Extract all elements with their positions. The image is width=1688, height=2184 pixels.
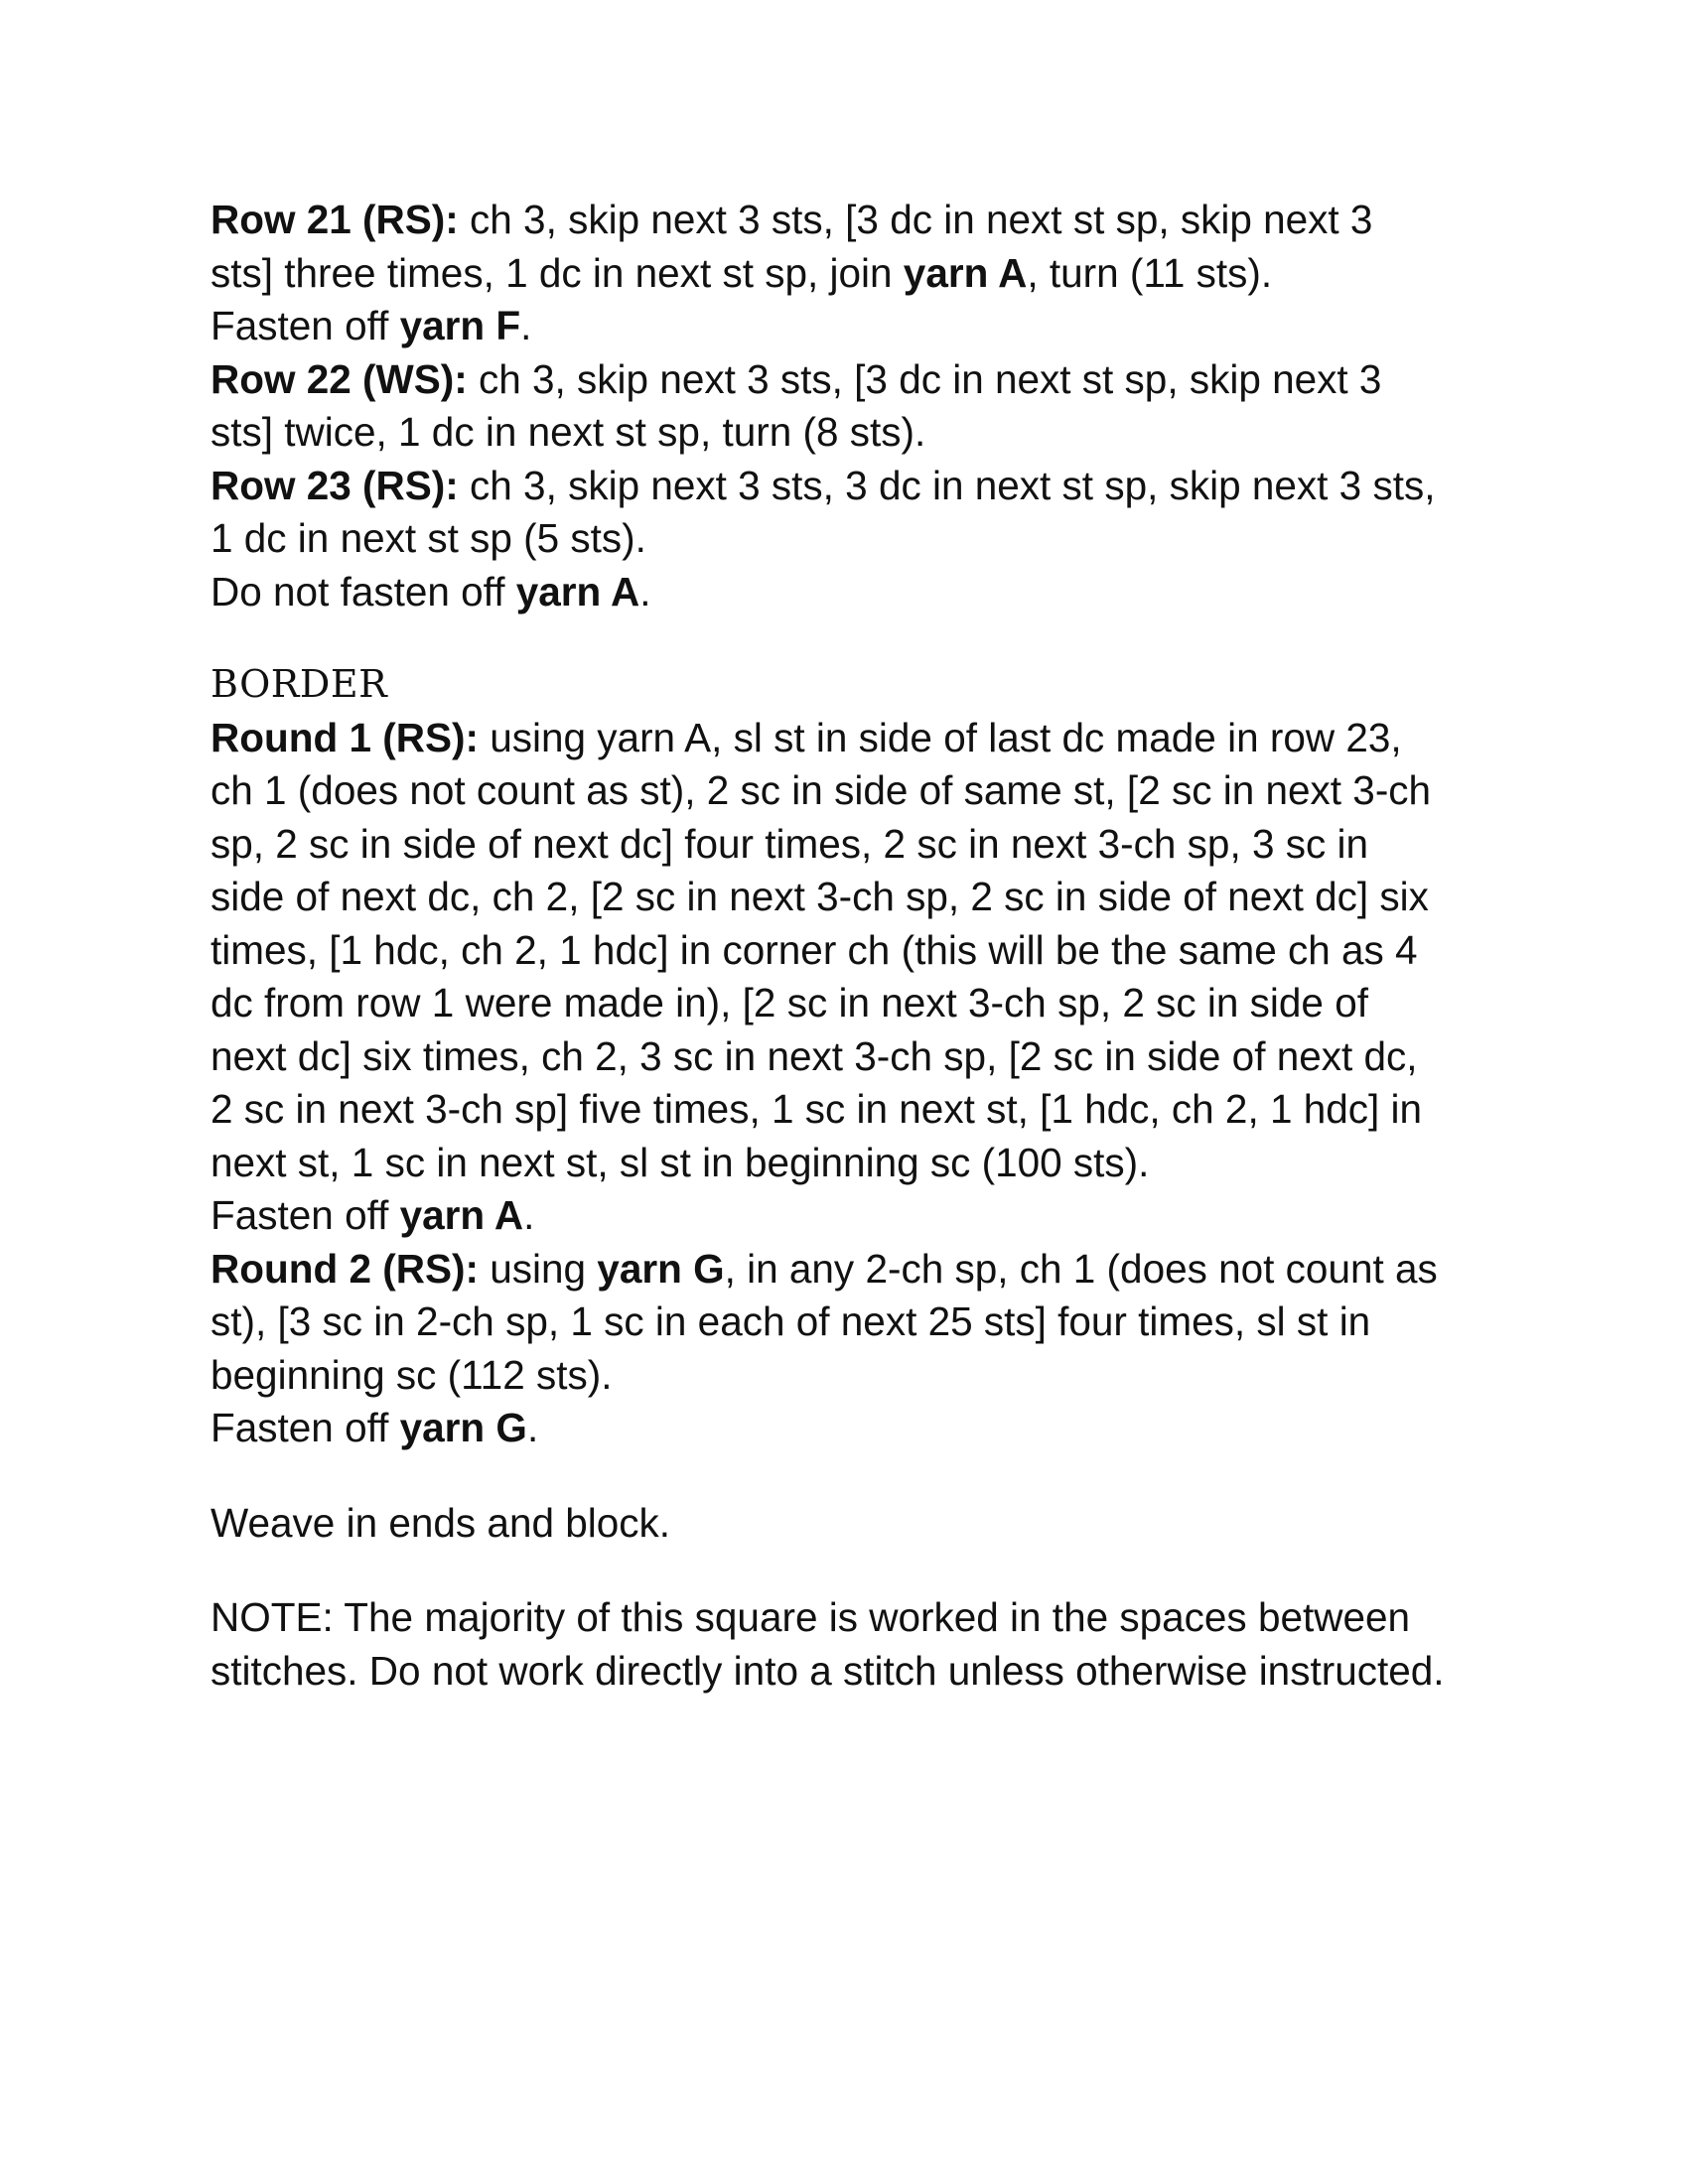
round-2-yarn: yarn G (597, 1245, 725, 1292)
row-22-line-1 (211, 353, 1501, 407)
round-1-line: side of next dc, ch 2, [2 sc in next 3-ch sp, 2 sc in side of next dc] six (211, 874, 1429, 919)
no-fasten-a-prefix: Do not fasten off (211, 568, 516, 614)
fasten-a-prefix: Fasten off (211, 1192, 400, 1238)
weave-in-ends (211, 1497, 1501, 1551)
round-1-label: Round 1 (RS): (211, 714, 479, 760)
round-2-line-1 (211, 1243, 1501, 1297)
round-1-line: 2 sc in next 3-ch sp] five times, 1 sc in next st, [1 hdc, ch 2, 1 hdc] in (211, 1086, 1423, 1132)
round-2-line-3: beginning sc (112 sts). (211, 1351, 613, 1398)
round-2-text-1b: , in any 2-ch sp, ch 1 (does not count as (724, 1245, 1438, 1292)
row-23-label: Row 23 (RS): (211, 462, 459, 508)
fasten-f-yarn: yarn F (399, 303, 521, 348)
round-1-line: next st, 1 sc in next st, sl st in beginning sc (100 sts). (211, 1139, 1150, 1185)
row-21-text-2a: sts] three times, 1 dc in next st sp, join (211, 249, 904, 296)
row-23-line-2: 1 dc in next st sp (5 sts). (211, 515, 646, 561)
row-21-line-2 (211, 247, 1501, 301)
round-1-line: dc from row 1 were made in), [2 sc in next 3-ch sp, 2 sc in side of (211, 980, 1368, 1025)
row-22-text: ch 3, skip next 3 sts, [3 dc in next st sp, skip next 3 (467, 355, 1382, 402)
row-23-text: ch 3, skip next 3 sts, 3 dc in next st sp, skip next 3 sts, (458, 462, 1436, 508)
round-2-instruction (211, 1243, 1501, 1403)
round-2-text-1a: using (478, 1245, 598, 1292)
row-21-text-2b: , turn (11 sts). (1027, 249, 1273, 296)
fasten-f-suffix: . (520, 303, 532, 348)
row-22-label: Row 22 (WS): (211, 355, 468, 402)
pattern-page (211, 194, 1501, 1698)
row-21-yarn: yarn A (903, 249, 1028, 296)
row-22-line-2: sts] twice, 1 dc in next st sp, turn (8 sts). (211, 409, 926, 455)
row-21-label: Row 21 (RS): (211, 197, 459, 242)
fasten-a-suffix: . (523, 1192, 535, 1238)
round-1-line: times, [1 hdc, ch 2, 1 hdc] in corner ch (this will be the same ch as 4 (211, 926, 1418, 973)
round-1-line-1 (211, 712, 1501, 765)
fasten-g-suffix: . (526, 1405, 539, 1450)
fasten-f-line (211, 300, 1501, 353)
round-1-line: sp, 2 sc in side of next dc] four times, 2 sc in next 3-ch sp, 3 sc in (211, 820, 1369, 867)
row-22-instruction (211, 353, 1501, 460)
note-line-2: stitches. Do not work directly into a stitch unless otherwise instructed. (211, 1647, 1445, 1694)
fasten-a-yarn: yarn A (399, 1192, 524, 1238)
fasten-off-yarn-f (211, 300, 1501, 353)
fasten-off-yarn-g (211, 1402, 1501, 1455)
no-fasten-a-yarn: yarn A (515, 568, 640, 614)
no-fasten-a-line (211, 566, 1501, 619)
weave-line: Weave in ends and block. (211, 1499, 671, 1546)
note-line-1: NOTE: The majority of this square is worked in the spaces between (211, 1594, 1411, 1640)
round-1-line: ch 1 (does not count as st), 2 sc in side of same st, [2 sc in next 3-ch (211, 767, 1432, 813)
row-21-line-1 (211, 194, 1501, 247)
fasten-a-line (211, 1189, 1501, 1243)
note-paragraph (211, 1591, 1501, 1698)
fasten-g-yarn: yarn G (399, 1405, 527, 1450)
round-1-instruction (211, 712, 1501, 1190)
no-fasten-a-suffix: . (639, 568, 651, 614)
fasten-g-prefix: Fasten off (211, 1405, 400, 1450)
row-23-line-1 (211, 460, 1501, 513)
round-1-line: next dc] six times, ch 2, 3 sc in next 3-ch sp, [2 sc in side of next dc, (211, 1032, 1418, 1079)
round-2-label: Round 2 (RS): (211, 1245, 479, 1292)
round-2-line-2: st), [3 sc in 2-ch sp, 1 sc in each of next 25 sts] four times, sl st in (211, 1298, 1371, 1344)
row-21-text: ch 3, skip next 3 sts, [3 dc in next st sp, skip next 3 (458, 197, 1373, 242)
row-23-instruction (211, 460, 1501, 566)
do-not-fasten-yarn-a (211, 566, 1501, 619)
fasten-f-prefix: Fasten off (211, 303, 400, 348)
fasten-g-line (211, 1402, 1501, 1455)
border-heading: BORDER (211, 662, 388, 706)
round-1-text: using yarn A, sl st in side of last dc made in row 23, (478, 714, 1402, 760)
row-21-instruction (211, 194, 1501, 300)
fasten-off-yarn-a (211, 1189, 1501, 1243)
